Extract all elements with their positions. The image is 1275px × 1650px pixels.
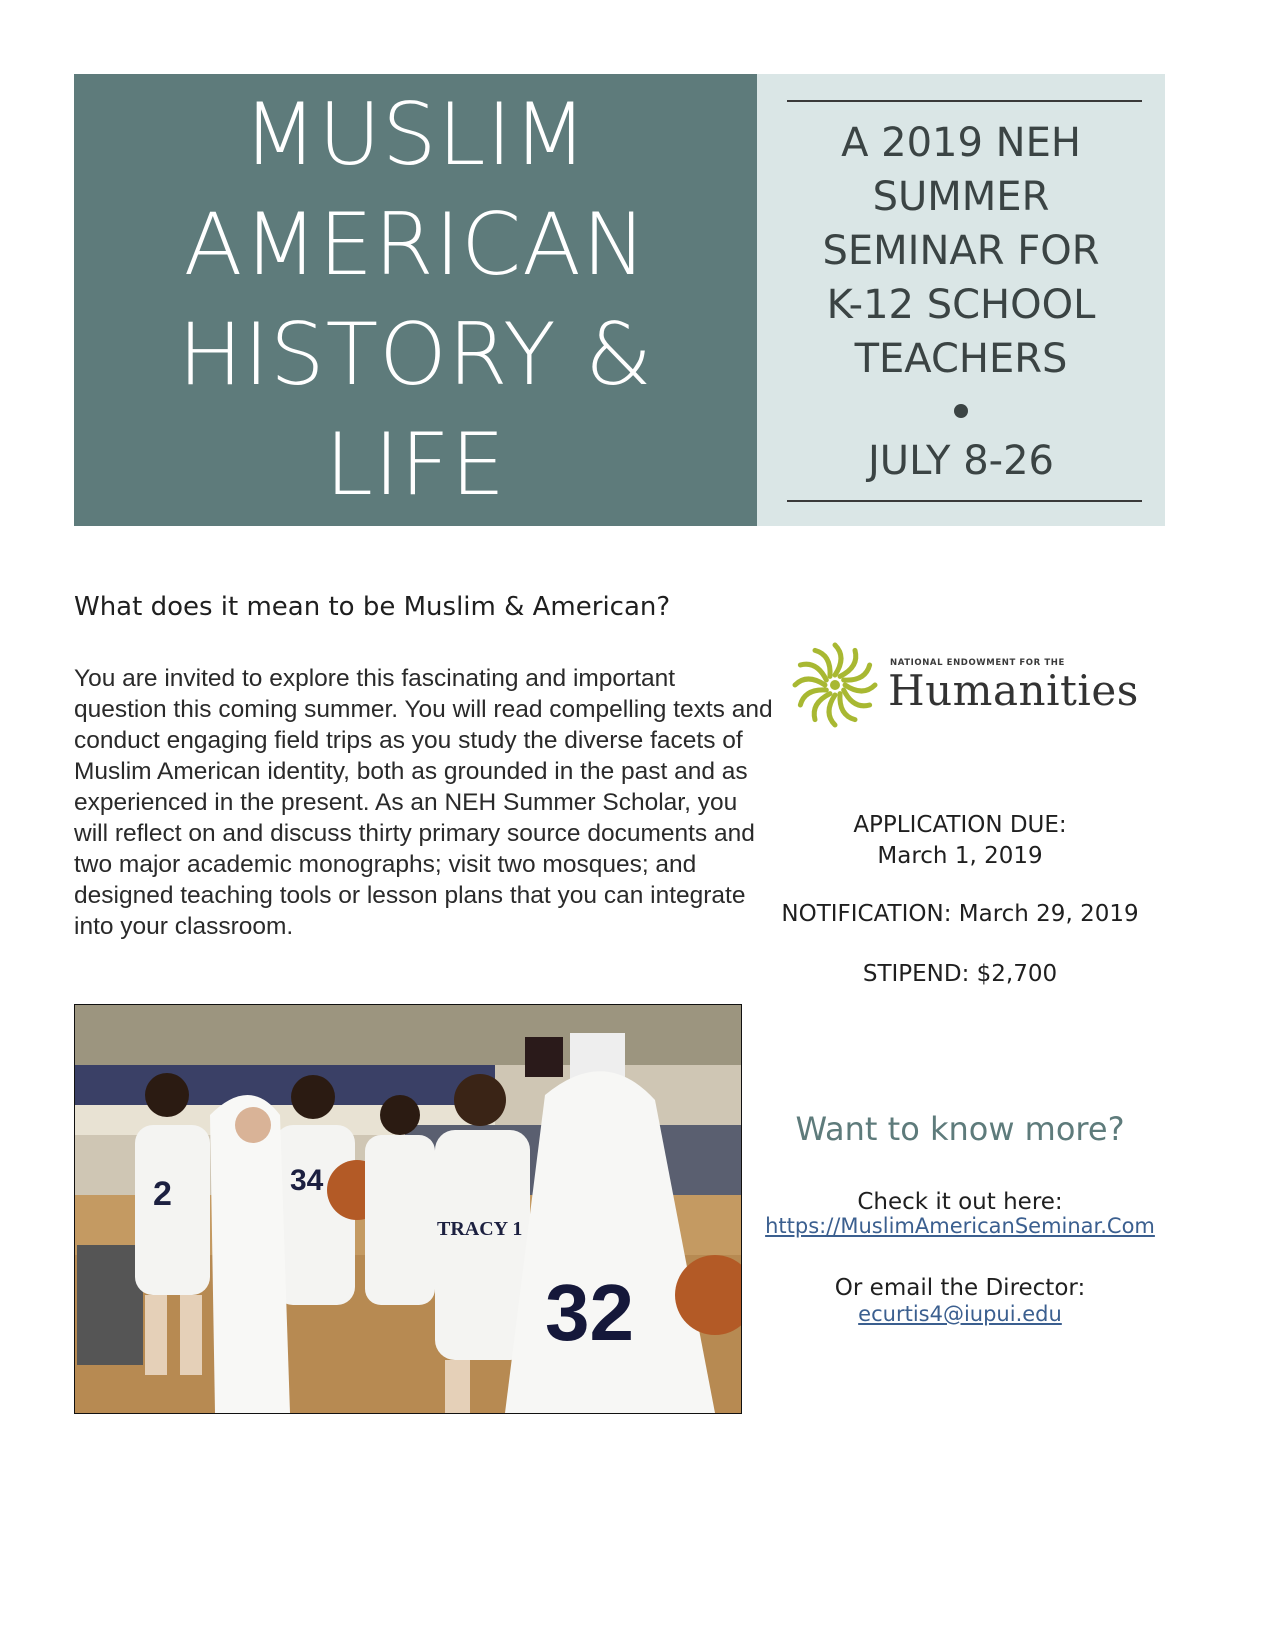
intro-paragraph: You are invited to explore this fascinating and important question this coming summer. You will read compelling texts and conduct engaging field trips as you study the diverse facets of Muslim American identity, both as grounded in the past and as experienced in the present. As an NEH Summer Scholar, you will reflect on and discuss thirty primary source documents and two major academic monographs; visit two mosques; and designed teaching tools or lesson plans that you can integrate into your classroom. bbox=[74, 665, 773, 940]
bottom-divider bbox=[787, 500, 1142, 502]
email-label: Or email the Director: bbox=[834, 1275, 1086, 1301]
main-title bbox=[74, 80, 757, 520]
seminar-description bbox=[757, 116, 1165, 386]
application-date: March 1, 2019 bbox=[877, 843, 1043, 869]
flower-logo-icon bbox=[790, 640, 880, 730]
neh-logo bbox=[790, 640, 1139, 730]
stipend-amount: STIPEND: $2,700 bbox=[862, 961, 1058, 987]
application-label: APPLICATION DUE: bbox=[853, 812, 1067, 838]
top-divider bbox=[787, 100, 1142, 102]
jersey-number-mid: 34 bbox=[290, 1164, 324, 1197]
seminar-line-4: K-12 SCHOOL bbox=[826, 282, 1096, 328]
logo-wordmark: Humanities bbox=[888, 666, 1139, 715]
application-deadline bbox=[760, 810, 1160, 872]
seminar-line-3: SEMINAR FOR bbox=[822, 228, 1100, 274]
title-line-1: MUSLIM bbox=[242, 85, 589, 185]
title-line-3: HISTORY & LIFE bbox=[177, 305, 654, 515]
seminar-banner bbox=[757, 74, 1165, 526]
email-link[interactable]: ecurtis4@iupui.edu bbox=[858, 1302, 1062, 1326]
jersey-number-center: TRACY 1 bbox=[437, 1218, 523, 1240]
title-banner bbox=[74, 74, 757, 526]
more-info-heading: Want to know more? bbox=[795, 1110, 1125, 1148]
intro-question: What does it mean to be Muslim & American? bbox=[74, 592, 671, 622]
website-link[interactable]: https://MuslimAmericanSeminar.Com bbox=[765, 1214, 1155, 1238]
jersey-number-right: 32 bbox=[545, 1268, 634, 1357]
basketball-photo bbox=[74, 1004, 742, 1414]
seminar-dates: JULY 8-26 bbox=[868, 438, 1054, 484]
jersey-number-left: 2 bbox=[153, 1175, 172, 1213]
bullet-dot-icon bbox=[954, 404, 968, 418]
notification-date: NOTIFICATION: March 29, 2019 bbox=[781, 901, 1139, 927]
seminar-line-5: TEACHERS bbox=[854, 336, 1068, 382]
seminar-line-1: A 2019 NEH bbox=[841, 120, 1081, 166]
check-label: Check it out here: bbox=[857, 1189, 1063, 1215]
logo-small-text: NATIONAL ENDOWMENT FOR THE bbox=[890, 658, 1065, 668]
title-line-2: AMERICAN bbox=[183, 195, 648, 295]
seminar-line-2: SUMMER bbox=[872, 174, 1050, 220]
